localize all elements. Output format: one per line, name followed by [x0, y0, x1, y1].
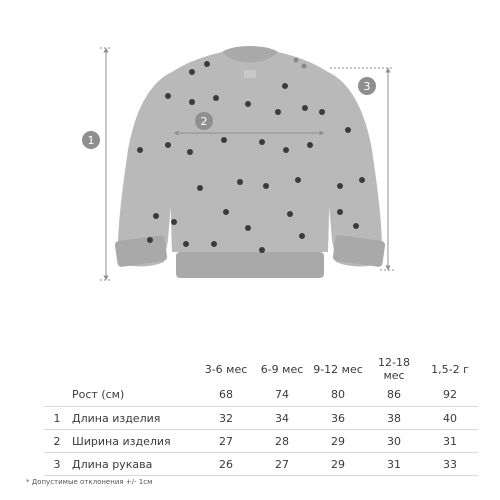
row-label: Длина рукава [70, 453, 198, 476]
marker-width: 2 [195, 112, 213, 130]
cell-value: 86 [387, 387, 401, 401]
table-row [44, 430, 478, 453]
row-index: 2 [44, 430, 70, 453]
size-header-row [44, 356, 478, 382]
row-index: 1 [44, 407, 70, 430]
size-header: 6-9 мес [260, 362, 304, 376]
garment-label [244, 70, 256, 78]
size-header: 12-18 мес [378, 356, 410, 382]
cell-value: 74 [275, 387, 289, 401]
cell-value: 33 [422, 453, 478, 476]
size-header: 1,5-2 г [431, 362, 469, 376]
marker-length: 1 [82, 131, 100, 149]
size-header: 9-12 мес [313, 362, 363, 376]
height-row [44, 382, 478, 407]
cell-value: 27 [254, 453, 310, 476]
row-index: 3 [44, 453, 70, 476]
cell-value: 40 [422, 407, 478, 430]
tolerance-note: * Допустимые отклонения +/- 1см [26, 478, 153, 486]
cell-value: 34 [254, 407, 310, 430]
cell-value: 28 [254, 430, 310, 453]
cell-value: 92 [443, 387, 457, 401]
shoulder-button [302, 64, 307, 69]
cell-value: 30 [366, 430, 422, 453]
torso [171, 52, 330, 252]
bottom-rib [176, 252, 324, 278]
row-label: Рост (см) [72, 387, 125, 401]
row-label: Длина изделия [70, 407, 198, 430]
cell-value: 29 [310, 430, 366, 453]
cell-value: 31 [422, 430, 478, 453]
size-chart-table [44, 356, 478, 476]
cell-value: 26 [198, 453, 254, 476]
size-header: 3-6 мес [204, 362, 248, 376]
cell-value: 31 [366, 453, 422, 476]
table-row [44, 453, 478, 476]
cell-value: 80 [331, 387, 345, 401]
cell-value: 29 [310, 453, 366, 476]
table-row [44, 407, 478, 430]
cell-value: 32 [198, 407, 254, 430]
cell-value: 68 [219, 387, 233, 401]
marker-sleeve: 3 [358, 77, 376, 95]
sweatshirt [114, 46, 385, 278]
cell-value: 27 [198, 430, 254, 453]
cell-value: 38 [366, 407, 422, 430]
shoulder-button [294, 58, 299, 63]
cell-value: 36 [310, 407, 366, 430]
row-label: Ширина изделия [70, 430, 198, 453]
